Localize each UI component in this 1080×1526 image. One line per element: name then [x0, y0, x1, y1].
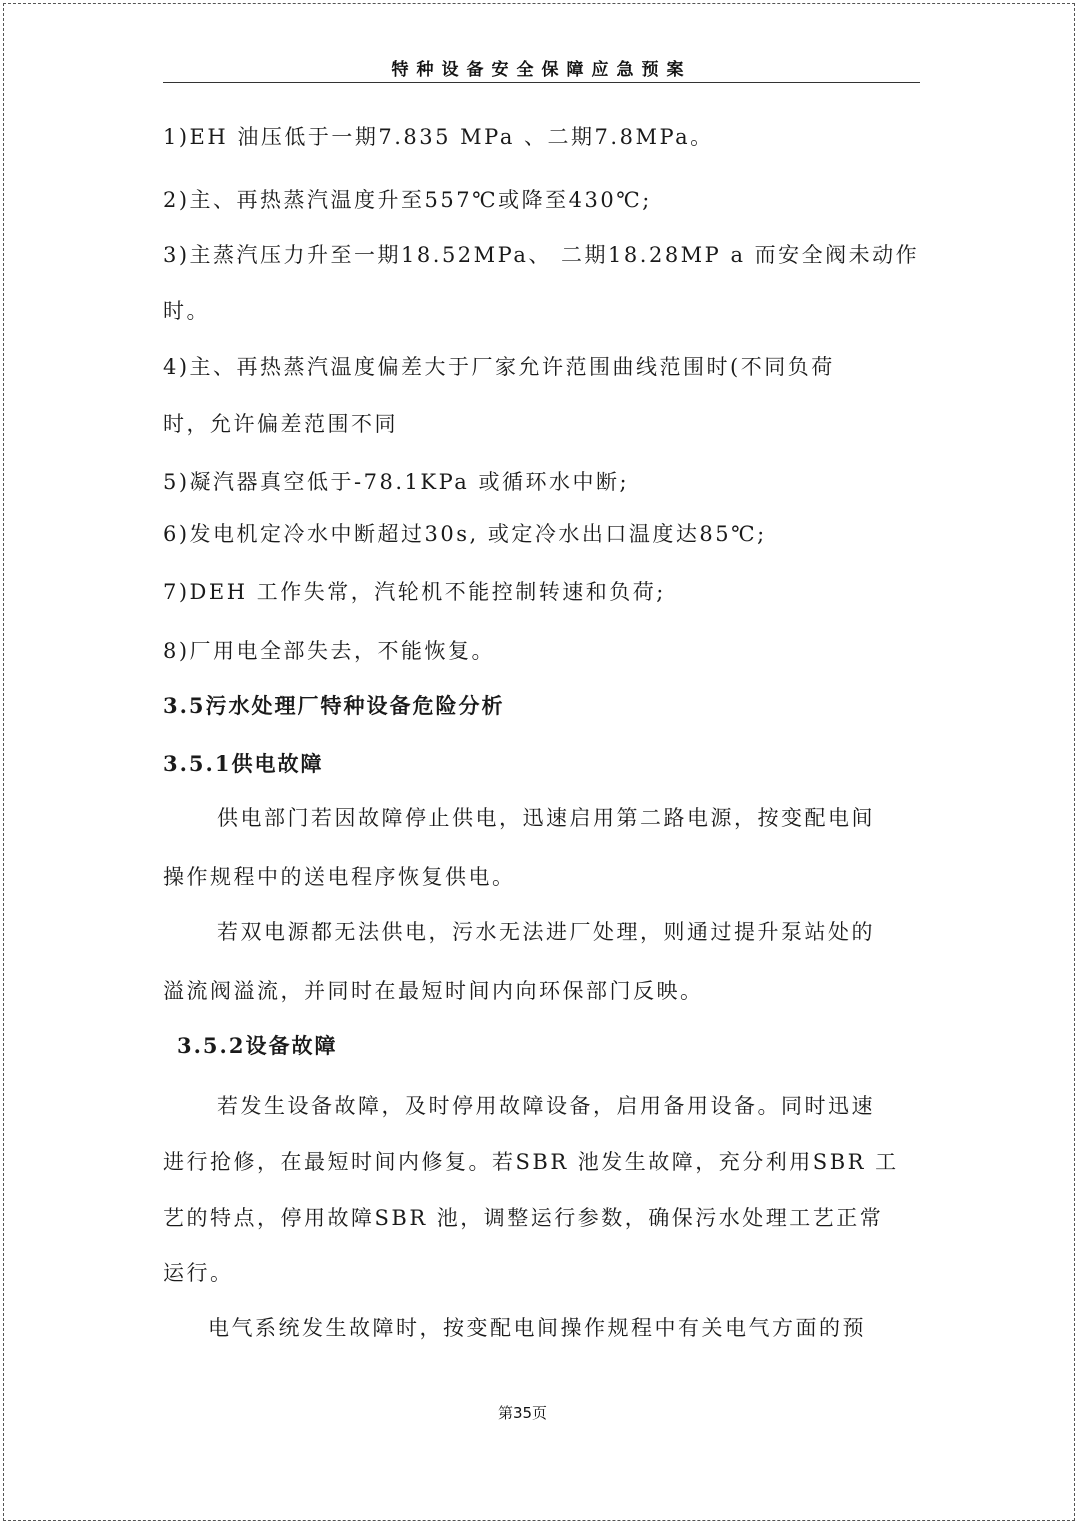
paragraph-line: 供电部门若因故障停止供电，迅速启用第二路电源，按变配电间 [217, 806, 875, 830]
page-header-title: 特种设备安全保障应急预案 [163, 58, 920, 83]
list-item-4: 4)主、再热蒸汽温度偏差大于厂家允许范围曲线范围时(不同负荷 [163, 355, 835, 379]
list-item-7: 7)DEH 工作失常，汽轮机不能控制转速和负荷; [163, 580, 666, 604]
list-item-8: 8)厂用电全部失去，不能恢复。 [163, 639, 496, 663]
paragraph-line: 进行抢修，在最短时间内修复。若SBR 池发生故障，充分利用SBR 工 [163, 1150, 899, 1174]
list-item-2: 2)主、再热蒸汽温度升至557℃或降至430℃; [163, 188, 652, 212]
list-item-4-cont: 时，允许偏差范围不同 [163, 412, 398, 436]
page-number: 第35页 [497, 1404, 548, 1422]
paragraph-line: 操作规程中的送电程序恢复供电。 [163, 865, 516, 889]
list-item-5: 5)凝汽器真空低于-78.1KPa 或循环水中断; [163, 470, 630, 494]
section-heading-3-5: 3.5污水处理厂特种设备危险分析 [163, 693, 505, 718]
paragraph-line: 运行。 [163, 1261, 234, 1285]
list-item-3: 3)主蒸汽压力升至一期18.52MPa、 二期18.28MP a 而安全阀未动作 [163, 243, 920, 267]
list-item-3-cont: 时。 [163, 299, 210, 323]
paragraph-line: 电气系统发生故障时，按变配电间操作规程中有关电气方面的预 [208, 1316, 866, 1340]
list-item-1: 1)EH 油压低于一期7.835 MPa 、二期7.8MPa。 [163, 125, 714, 149]
section-heading-3-5-2: 3.5.2设备故障 [177, 1033, 338, 1058]
paragraph-line: 若发生设备故障，及时停用故障设备，启用备用设备。同时迅速 [217, 1094, 875, 1118]
paragraph-line: 溢流阀溢流，并同时在最短时间内向环保部门反映。 [163, 979, 704, 1003]
list-item-6: 6)发电机定冷水中断超过30s, 或定冷水出口温度达85℃; [163, 522, 767, 546]
paragraph-line: 若双电源都无法供电，污水无法进厂处理，则通过提升泵站处的 [217, 920, 875, 944]
section-heading-3-5-1: 3.5.1供电故障 [163, 751, 324, 776]
paragraph-line: 艺的特点，停用故障SBR 池，调整运行参数，确保污水处理工艺正常 [163, 1206, 884, 1230]
